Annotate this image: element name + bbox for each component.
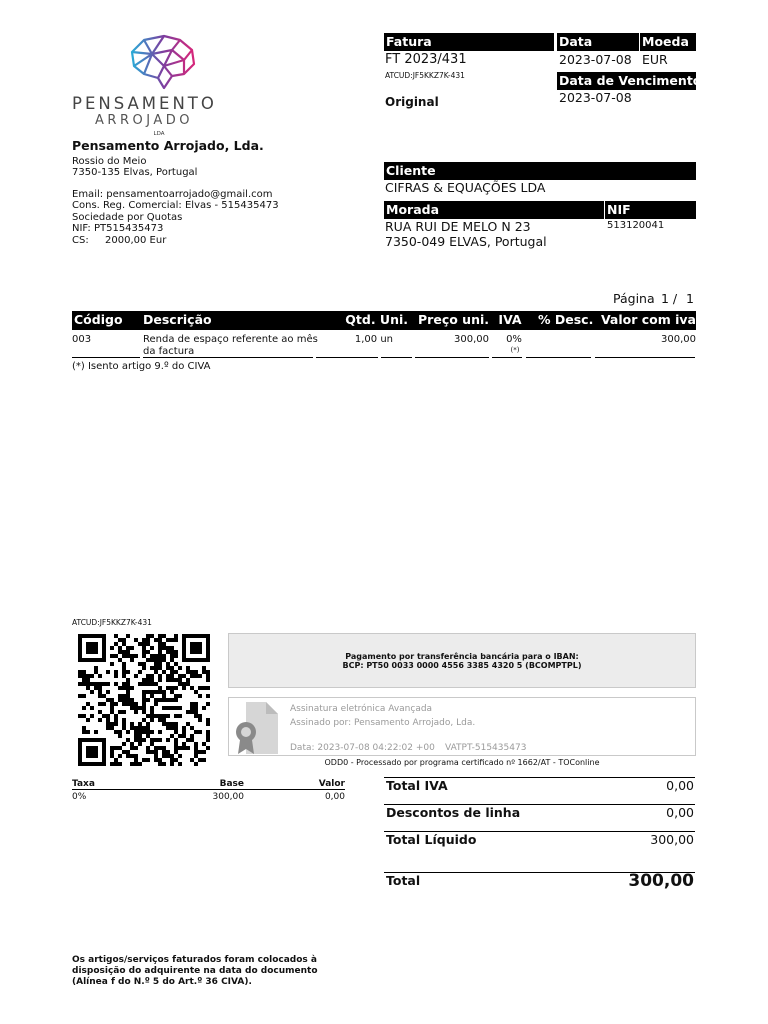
client-nif: 513120041	[607, 220, 665, 231]
company-type: Sociedade por Quotas	[72, 212, 183, 223]
col-header-code: Código	[74, 312, 123, 327]
client-nif-label-bar: NIF	[605, 201, 696, 219]
row-total: 300,00	[661, 334, 696, 345]
row-underline-qty	[316, 357, 378, 358]
total-vat-value: 0,00	[666, 778, 694, 793]
page-label: Página	[613, 291, 655, 306]
tax-header-underline	[72, 789, 345, 790]
processed-by: ODD0 - Processado por programa certificado nº 1662/AT - TOConline	[324, 758, 600, 767]
signature-title: Assinatura eletrónica Avançada	[290, 704, 433, 714]
total-discount-label: Descontos de linha	[386, 805, 521, 820]
col-header-price: Preço uni.	[418, 312, 489, 327]
company-email: Email: pensamentoarrojado@gmail.com	[72, 189, 273, 200]
signature-date: Data: 2023-07-08 04:22:02 +00	[290, 743, 435, 753]
certificate-icon	[234, 700, 280, 756]
company-cs-label: CS:	[72, 235, 89, 246]
client-address-line2: 7350-049 ELVAS, Portugal	[385, 234, 547, 249]
company-name: Pensamento Arrojado, Lda.	[72, 138, 264, 153]
invoice-number: FT 2023/431	[385, 52, 467, 67]
client-address-line1: RUA RUI DE MELO N 23	[385, 219, 531, 234]
legal-note-line3: (Alínea f do N.º 5 do Art.º 36 CIVA).	[72, 977, 252, 987]
total-net-label: Total Líquido	[386, 832, 477, 847]
invoice-currency: EUR	[642, 52, 668, 67]
company-registry: Cons. Reg. Comercial: Elvas - 515435473	[72, 200, 279, 211]
qr-code-icon	[72, 633, 216, 767]
currency-label-bar: Moeda	[640, 33, 696, 51]
row-description-line2: da factura	[143, 346, 195, 357]
due-date: 2023-07-08	[559, 90, 632, 105]
tax-header-value: Valor	[318, 779, 345, 789]
col-header-qty: Qtd. Uni.	[345, 312, 408, 327]
tax-value: 0,00	[324, 792, 345, 802]
page-current: 1 /	[661, 291, 678, 306]
tax-rate: 0%	[72, 792, 87, 802]
client-label-bar: Cliente	[384, 162, 696, 180]
row-qty: 1,00 un	[354, 334, 393, 345]
row-underline-price	[415, 357, 489, 358]
row-underline-discount	[526, 357, 591, 358]
client-name: CIFRAS & EQUAÇÕES LDA	[385, 180, 546, 195]
brand-suffix: LDA	[153, 131, 165, 137]
col-header-description: Descrição	[143, 312, 212, 327]
row-vat: 0%	[506, 334, 522, 345]
company-logo	[72, 30, 252, 140]
footer-atcud: ATCUD:JF5KKZ7K-431	[72, 618, 152, 627]
total-discount-value: 0,00	[666, 805, 694, 820]
client-address-label-bar: Morada	[384, 201, 604, 219]
invoice-date: 2023-07-08	[559, 52, 632, 67]
total-net-value: 300,00	[650, 832, 694, 847]
row-description-line1: Renda de espaço referente ao mês	[143, 334, 318, 345]
due-date-label-bar: Data de Vencimento	[559, 73, 702, 88]
row-underline-unit	[381, 357, 412, 358]
invoice-label-bar: Fatura	[384, 33, 554, 51]
row-underline-code	[72, 357, 140, 358]
row-underline-description	[143, 357, 313, 358]
signature-by: Assinado por: Pensamento Arrojado, Lda.	[290, 718, 476, 728]
total-vat-label: Total IVA	[386, 778, 448, 793]
invoice-atcud: ATCUD:JF5KKZ7K-431	[385, 71, 465, 80]
row-underline-total	[595, 357, 695, 358]
row-vat-note: (*)	[510, 346, 520, 354]
col-header-total: Valor com iva	[600, 312, 696, 327]
grand-total-label: Total	[386, 873, 421, 888]
brain-logo-icon	[72, 30, 252, 98]
payment-iban: BCP: PT50 0033 0000 4556 3385 4320 5 (BCOMPTPL)	[342, 661, 582, 670]
row-underline-vat	[492, 357, 522, 358]
payment-line1: Pagamento por transferência bancária para o IBAN:	[345, 652, 579, 661]
col-header-vat: IVA	[498, 312, 522, 327]
company-address-line1: Rossio do Meio	[72, 156, 147, 167]
grand-total-value: 300,00	[628, 871, 694, 891]
brand-name: PENSAMENTO	[72, 94, 217, 113]
row-code: 003	[72, 334, 92, 345]
signature-vat: VATPT-515435473	[445, 743, 527, 753]
page-total: 1	[686, 291, 694, 306]
vat-exemption-note: (*) Isento artigo 9.º do CIVA	[72, 361, 211, 372]
tax-header-rate: Taxa	[72, 779, 95, 789]
row-price: 300,00	[454, 334, 489, 345]
company-nif: NIF: PT515435473	[72, 223, 164, 234]
brand-subname: ARROJADO	[95, 113, 193, 128]
company-address-line2: 7350-135 Elvas, Portugal	[72, 167, 198, 178]
tax-base: 300,00	[212, 792, 244, 802]
col-header-discount: % Desc.	[538, 312, 594, 327]
invoice-copy-label: Original	[385, 95, 439, 109]
company-cs-value: 2000,00 Eur	[105, 235, 167, 246]
legal-note-line2: disposição do adquirente na data do documento	[72, 966, 318, 976]
date-label-bar: Data	[557, 33, 639, 51]
legal-note-line1: Os artigos/serviços faturados foram colocados à	[72, 955, 317, 965]
tax-header-base: Base	[219, 779, 244, 789]
